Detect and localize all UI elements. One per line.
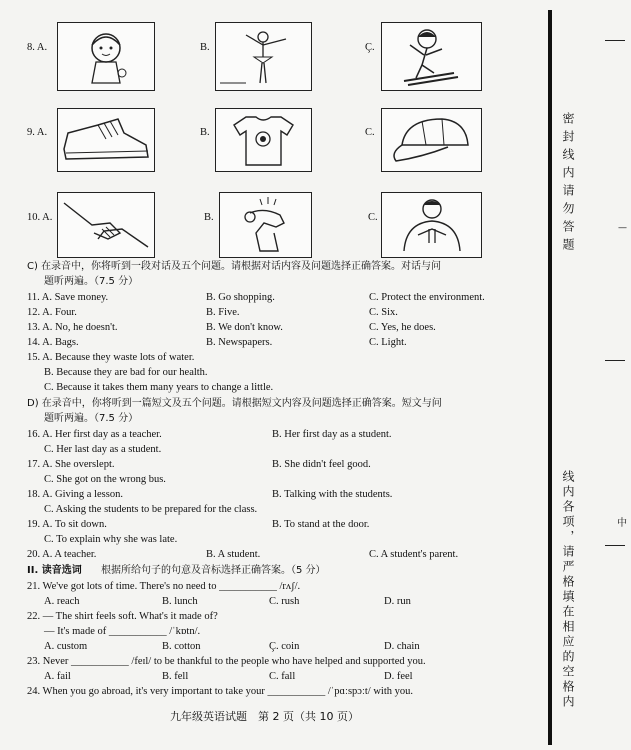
q14-option-b: B. Newspapers. [206, 337, 273, 348]
section-ii-instructions: 根据所给句子的句意及音标选择正确答案。（5 分） [101, 565, 326, 576]
fill-notice: 线内各项，请严格填在相应的空格内 [561, 470, 575, 710]
q17-option-b: B. She didn't feel good. [272, 459, 371, 470]
q14-option-c: C. Light. [369, 337, 407, 348]
q22-stem: 22. — The shirt feels soft. What's it made of? [27, 611, 218, 622]
q17-option-a: 17. A. She overslept. [27, 459, 115, 470]
q20-option-b: B. A student. [206, 549, 261, 560]
q8-number: 8. A. [27, 42, 48, 53]
q11-option-b: B. Go shopping. [206, 292, 275, 303]
q9-option-c-cap-image[interactable] [381, 108, 482, 172]
q17-option-c: C. She got on the wrong bus. [44, 474, 166, 485]
q21-option-a: A. reach [44, 596, 80, 607]
q21-stem: 21. We've got lots of time. There's no need to ___________ /rʌʃ/. [27, 581, 301, 592]
q23-option-c: C. fall [269, 671, 296, 682]
q8-option-b-ballet-image[interactable] [215, 22, 312, 91]
q10-option-b-bow-image[interactable] [219, 192, 312, 258]
section-d-instructions: D) 在录音中，你将听到一篇短文及五个问题。请根据短文内容及问题选择正确答案。短文与问 [27, 398, 442, 409]
section-c-instructions-2: 题听两遍。（7.5 分） [44, 276, 139, 287]
q8-option-c-skier-image[interactable] [381, 22, 482, 91]
q23-stem: 23. Never ___________ /feɪl/ to be thankful to the people who have helped and supported you. [27, 656, 426, 667]
q13-option-c: C. Yes, he does. [369, 322, 436, 333]
margin-rule-2 [605, 360, 625, 361]
margin-rule-1 [605, 40, 625, 41]
q22-option-c: Ç. coin [269, 641, 300, 652]
q9-option-b-tshirt-image[interactable] [215, 108, 312, 172]
handshake-drawing [58, 193, 154, 257]
q16-option-a: 16. A. Her first day as a teacher. [27, 429, 162, 440]
q13-option-a: 13. A. No, he doesn't. [27, 322, 118, 333]
skier-drawing [382, 23, 481, 90]
q15-option-c: C. Because it takes them many years to change a little. [44, 382, 274, 393]
q19-option-a: 19. A. To sit down. [27, 519, 107, 530]
q9-option-a-shoe-image[interactable] [57, 108, 155, 172]
q18-option-b: B. Talking with the students. [272, 489, 393, 500]
q10-b-label: B. [204, 212, 214, 223]
q13-option-b: B. We don't know. [206, 322, 283, 333]
section-ii-heading: II. 读音选词 [27, 565, 82, 576]
q24-stem: 24. When you go abroad, it's very important to take your ___________ /ˈpɑːspɔːt/ with you. [27, 686, 414, 697]
section-c-instructions: C) 在录音中，你将听到一段对话及五个问题。请根据对话内容及问题选择正确答案。对话与问 [27, 261, 442, 272]
q15-option-a: 15. A. Because they waste lots of water. [27, 352, 195, 363]
q20-option-a: 20. A. A teacher. [27, 549, 97, 560]
ballet-dancer-drawing [216, 23, 311, 90]
q11-option-c: C. Protect the environment. [369, 292, 485, 303]
bowing-drawing [220, 193, 311, 257]
binding-line [548, 10, 552, 745]
q19-option-b: B. To stand at the door. [272, 519, 370, 530]
shoe-drawing [58, 109, 154, 171]
q8-option-a-girl-image[interactable] [57, 22, 155, 91]
q9-c-label: C. [365, 127, 375, 138]
q9-b-label: B. [200, 127, 210, 138]
q21-option-d: D. run [384, 596, 411, 607]
q23-option-d: D. feel [384, 671, 413, 682]
q22-option-b: B. cotton [162, 641, 201, 652]
q23-option-a: A. fail [44, 671, 71, 682]
q9-number: 9. A. [27, 127, 48, 138]
section-d-instructions-2: 题听两遍。（7.5 分） [44, 413, 139, 424]
girl-drawing [58, 23, 154, 90]
q11-option-a: 11. A. Save money. [27, 292, 109, 303]
tshirt-drawing [216, 109, 311, 171]
q18-option-a: 18. A. Giving a lesson. [27, 489, 123, 500]
q8-b-label: B. [200, 42, 210, 53]
q21-option-c: C. rush [269, 596, 300, 607]
q10-c-label: C. [368, 212, 378, 223]
q18-option-c: C. Asking the students to be prepared for the class. [44, 504, 258, 515]
page-footer: 九年级英语试题 第 2 页（共 10 页） [170, 710, 359, 723]
praying-man-drawing [382, 193, 481, 257]
seal-line-notice: 密封线内请勿答题 [561, 112, 575, 256]
q10-option-a-handshake-image[interactable] [57, 192, 155, 258]
q10-number: 10. A. [27, 212, 53, 223]
q16-option-b: B. Her first day as a student. [272, 429, 392, 440]
q22-stem-2: — It's made of ___________ /ˈkɒtn/. [44, 626, 201, 637]
cap-drawing [382, 109, 481, 171]
q16-option-c: C. Her last day as a student. [44, 444, 162, 455]
q12-option-b: B. Five. [206, 307, 240, 318]
q8-c-label: Ç. [365, 42, 375, 53]
q23-option-b: B. fell [162, 671, 189, 682]
q19-option-c: C. To explain why she was late. [44, 534, 178, 545]
binding-margin [540, 0, 631, 750]
q22-option-a: A. custom [44, 641, 88, 652]
q12-option-a: 12. A. Four. [27, 307, 77, 318]
q20-option-c: C. A student's parent. [369, 549, 459, 560]
q15-option-b: B. Because they are bad for our health. [44, 367, 208, 378]
margin-mark-1: — [618, 223, 627, 233]
margin-rule-3 [605, 545, 625, 546]
q21-option-b: B. lunch [162, 596, 198, 607]
q12-option-c: C. Six. [369, 307, 398, 318]
q10-option-c-pray-image[interactable] [381, 192, 482, 258]
q22-option-d: D. chain [384, 641, 420, 652]
margin-mark-2: 中 [617, 518, 627, 529]
q14-option-a: 14. A. Bags. [27, 337, 79, 348]
